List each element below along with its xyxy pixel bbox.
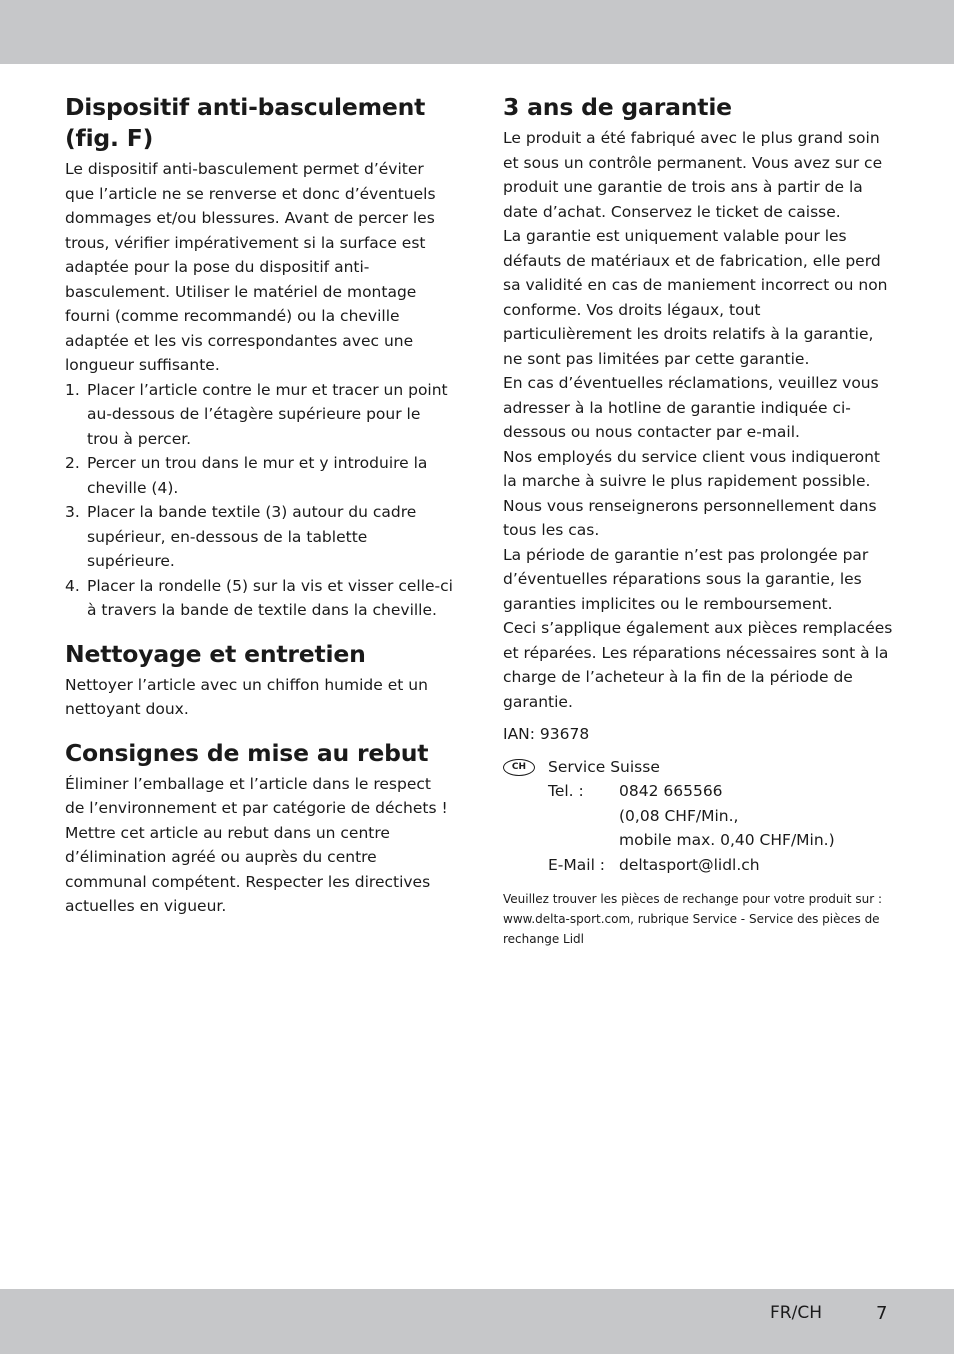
warranty-heading: 3 ans de garantie bbox=[503, 93, 732, 121]
step-number: 1. bbox=[65, 380, 80, 399]
service-contact bbox=[503, 755, 893, 878]
right-column bbox=[503, 92, 893, 961]
step-text: Placer la bande textile (3) autour du cadre supérieur, en-dessous de la tablette supérieure. bbox=[87, 503, 417, 570]
footer-language: FR/CH bbox=[770, 1303, 822, 1323]
step-number: 2. bbox=[65, 454, 80, 472]
page-number: 7 bbox=[876, 1303, 888, 1324]
service-tel-row bbox=[548, 779, 893, 804]
cleaning-heading: Nettoyage et entretien bbox=[65, 639, 366, 668]
step-text: Percer un trou dans le mur et y introduire la cheville (4). bbox=[87, 454, 428, 497]
service-mail-row bbox=[548, 853, 893, 878]
anti-tip-intro: Le dispositif anti-basculement permet d’éviter que l’article ne se renverse et donc d’éventuels dommages et/ou blessures. Avant de percer les trous, vérifier impérativement si la surface est adaptée pour la pose du dispositif anti-basculement. Utiliser le matériel de montage fourni (comme recommandé) ou la cheville adaptée et les vis correspondantes avec une longueur suffisante. bbox=[65, 160, 436, 374]
service-rate-row bbox=[548, 828, 893, 853]
step-item bbox=[65, 451, 455, 500]
step-text: Placer l’article contre le mur et tracer un point au-dessous de l’étagère supérieure pour le trou à percer. bbox=[87, 380, 448, 448]
anti-tip-heading: Dispositif anti-basculement (fig. F) bbox=[65, 93, 426, 152]
disposal-section bbox=[65, 738, 455, 919]
warranty-paragraph: Nos employés du service client vous indiqueront la marche à suivre le plus rapidement possible. Nous vous renseignerons personnellement dans tous les cas. bbox=[503, 447, 880, 539]
warranty-paragraph: Le produit a été fabriqué avec le plus grand soin et sous un contrôle permanent. Vous avez sur ce produit une garantie de trois ans à partir de la date d’achat. Conservez le ticket de caisse. bbox=[503, 129, 883, 221]
cleaning-section bbox=[65, 639, 455, 722]
spare-parts-note: Veuillez trouver les pièces de rechange pour votre produit sur : www.delta-sport.com, rubrique Service - Service des pièces de rechange Lidl bbox=[503, 892, 883, 946]
step-number: 4. bbox=[65, 576, 80, 595]
service-name: Service Suisse bbox=[548, 757, 660, 776]
step-text: Placer la rondelle (5) sur la vis et visser celle-ci à travers la bande de textile dans la cheville. bbox=[87, 576, 453, 619]
disposal-text: Éliminer l’emballage et l’article dans le respect de l’environnement et par catégorie de déchets ! Mettre cet article au rebut dans un centre d’élimination agréé ou auprès du centre communal compétent. Respecter les directives actuelles en vigueur. bbox=[65, 774, 448, 915]
warranty-paragraph: La garantie est uniquement valable pour les défauts de matériaux et de fabrication, elle perd sa validité en cas de maniement incorrect ou non conforme. Vos droits légaux, tout particulièrement les droits relatifs à la garantie, ne sont pas limitées par cette garantie. bbox=[503, 227, 888, 368]
cleaning-text: Nettoyer l’article avec un chiffon humide et un nettoyant doux. bbox=[65, 675, 428, 718]
service-rate-row bbox=[548, 804, 893, 829]
tel-number: 0842 665566 bbox=[619, 782, 723, 800]
warranty-paragraph: Ceci s’applique également aux pièces remplacées et réparées. Les réparations nécessaires sont à la charge de l’acheteur à la fin de la période de garantie. bbox=[503, 619, 893, 711]
anti-tip-steps bbox=[65, 378, 455, 623]
ch-country-icon: CH bbox=[503, 759, 535, 776]
warranty-paragraph: En cas d’éventuelles réclamations, veuillez vous adresser à la hotline de garantie indiquée ci-dessous ou nous contacter par e-mail. bbox=[503, 374, 879, 441]
rate-text: mobile max. 0,40 CHF/Min.) bbox=[619, 831, 835, 849]
step-item bbox=[65, 500, 455, 574]
ian-number: IAN: 93678 bbox=[503, 725, 590, 743]
rate-text: (0,08 CHF/Min., bbox=[619, 806, 739, 825]
step-item bbox=[65, 378, 455, 452]
mail-label: E-Mail : bbox=[548, 855, 606, 874]
disposal-heading: Consignes de mise au rebut bbox=[65, 738, 429, 767]
left-column bbox=[65, 92, 455, 935]
header-bar bbox=[0, 0, 954, 64]
mail-address: deltasport@lidl.ch bbox=[619, 855, 760, 874]
step-number: 3. bbox=[65, 503, 80, 521]
tel-label: Tel. : bbox=[548, 782, 584, 800]
step-item bbox=[65, 574, 455, 623]
anti-tip-section bbox=[65, 92, 455, 623]
warranty-paragraph: La période de garantie n’est pas prolongée par d’éventuelles réparations sous la garantie, les garanties implicites ou le remboursement. bbox=[503, 545, 869, 613]
